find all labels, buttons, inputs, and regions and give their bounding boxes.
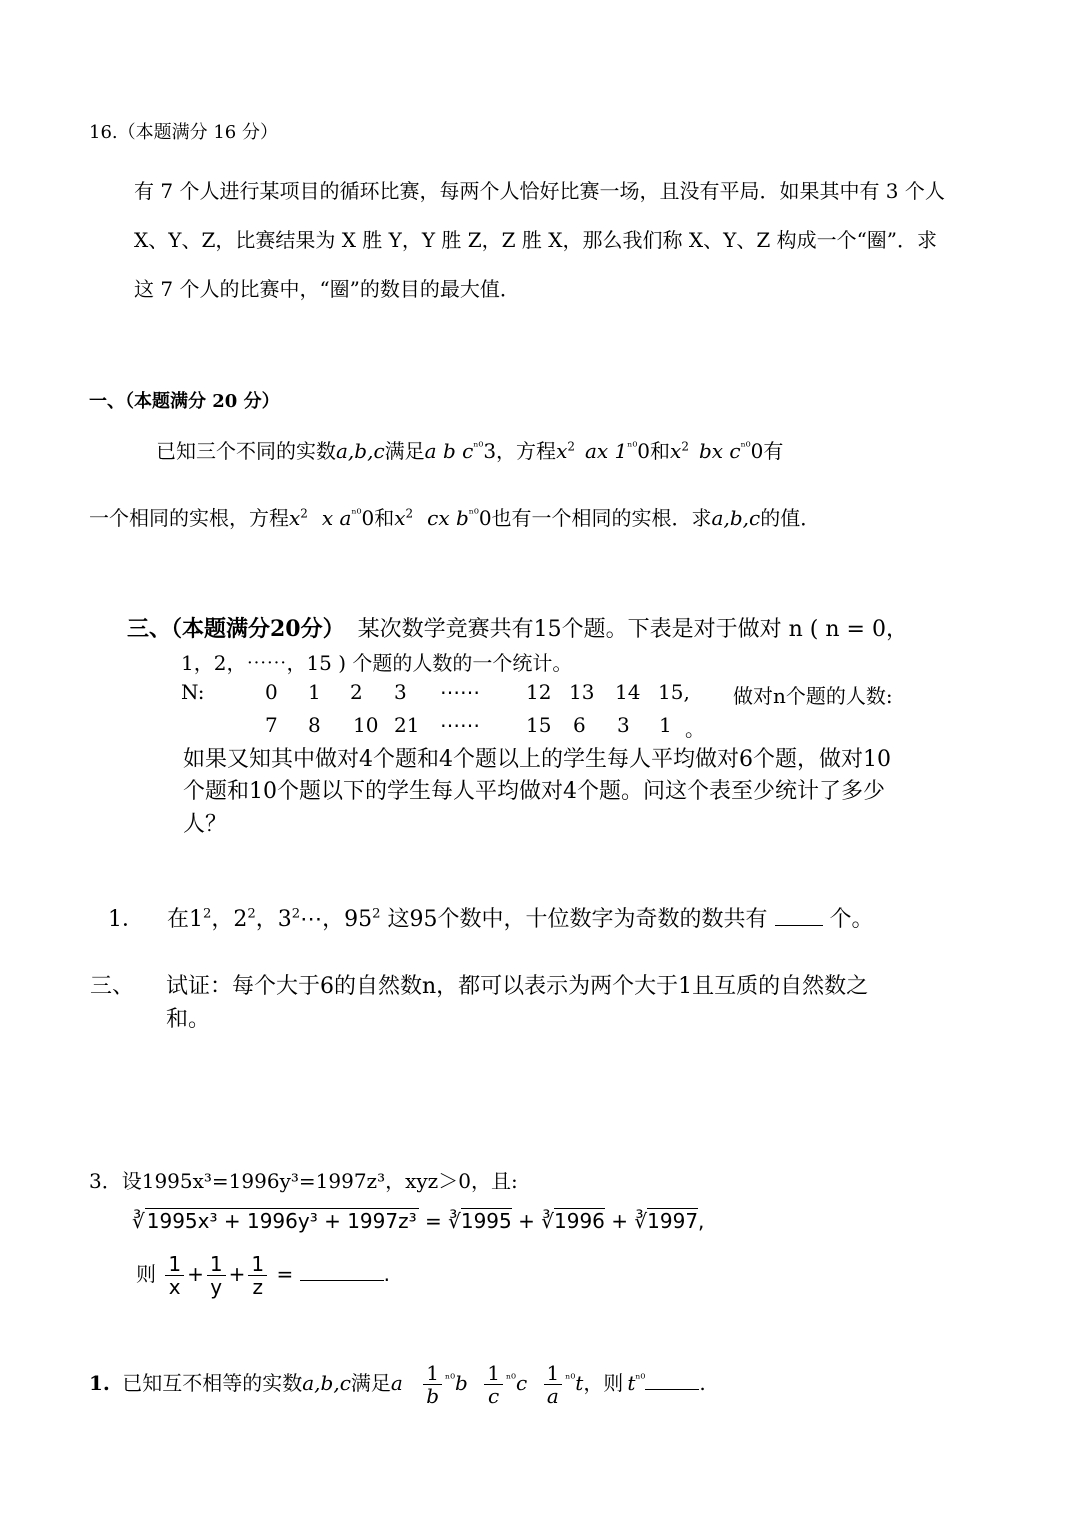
answer-blank[interactable] xyxy=(645,1389,699,1390)
table-cell: 15 xyxy=(526,713,552,737)
problem-16-line-1: 有 7 个人进行某项目的循环比赛，每两个人恰好比赛一场，且没有平局．如果其中有 3 个人 xyxy=(134,179,945,203)
stats-row-n xyxy=(181,680,981,710)
problem-san-line-1: 三、（本题满分20分） 某次数学竞赛共有15个题。下表是对于做对 n ( n = 0， xyxy=(127,616,908,642)
fraction-1-z: $\frac{1}{z}$ xyxy=(248,1253,267,1298)
problem-san-line-5: 人？ xyxy=(183,812,228,837)
radicand: 1995x³ + 1996y³ + 1997z³ xyxy=(146,1209,417,1233)
table-cell: 3 xyxy=(394,680,407,704)
fraction-1-b: $\frac{1}{b}$ xyxy=(423,1362,442,1407)
table-cell: 21 xyxy=(394,713,420,737)
cube-root-question-line-1: 3．设1995x³=1996y³=1997z³，xyz＞0，且: xyxy=(89,1169,518,1193)
problem-yi-heading: 一、（本题满分 20 分） xyxy=(89,391,280,412)
reciprocal-sum: 则 $\frac{1}{x}$ + $\frac{1}{y}$ + $\frac{1}{z}$ = . xyxy=(136,1252,390,1299)
answer-blank[interactable] xyxy=(775,925,823,926)
row-tail-label: 做对n个题的人数: xyxy=(733,684,893,708)
problem-yi-line-2: 一个相同的实根，方程$x^2$ x $a^{^{n0}}0$和$x^2$ cx $b^{^{n0}}0$也有一个相同的实根．求a,b,c的值． xyxy=(89,506,821,530)
table-cell: ⋯⋯ xyxy=(440,713,480,737)
table-cell: ⋯⋯ xyxy=(440,680,480,704)
var-abc: a,b,c xyxy=(336,439,385,463)
answer-blank[interactable] xyxy=(300,1280,384,1281)
question-number: 1． xyxy=(108,907,144,932)
stats-row-count xyxy=(181,713,981,743)
table-cell: 6 xyxy=(573,713,586,737)
proof-line-2: 和。 xyxy=(166,1007,211,1032)
table-cell: 8 xyxy=(308,713,321,737)
problem-16-line-2: X、Y、Z，比赛结果为 X 胜 Y，Y 胜 Z，Z 胜 X，那么我们称 X、Y、Z 构成一个“圈”．求 xyxy=(134,228,938,252)
fraction-1-a: $\frac{1}{a}$ xyxy=(544,1362,563,1407)
question-squares: 1． 在$1^2$，$2^2$，$3^2\cdots$，$95^2$ 这95个数中，十位数字为奇数的数共有 个。 xyxy=(108,906,874,932)
table-cell: 13 xyxy=(569,680,595,704)
table-cell: 3 xyxy=(617,713,630,737)
problem-16-heading: 16.（本题满分 16 分） xyxy=(89,122,278,143)
problem-san-line-3: 如果又知其中做对4个题和4个题以上的学生每人平均做对6个题，做对10 xyxy=(183,747,891,772)
table-cell: 1 xyxy=(308,680,321,704)
problem-san-line-4: 个题和10个题以下的学生每人平均做对4个题。问这个表至少统计了多少 xyxy=(183,779,885,804)
table-cell: 12 xyxy=(526,680,552,704)
problem-san-line-2: 1，2，⋯⋯，15 ) 个题的人数的一个统计。 xyxy=(181,651,573,675)
table-cell: 7 xyxy=(265,713,278,737)
table-cell: 0 xyxy=(265,680,278,704)
fraction-1-x: $\frac{1}{x}$ xyxy=(165,1253,184,1298)
cube-root-equation: ∛ 1995x³ + 1996y³ + 1997z³ = ∛1995 + ∛1996 + ∛1997, xyxy=(132,1209,705,1233)
row-label: N: xyxy=(181,680,205,704)
table-cell: 15, xyxy=(658,680,690,704)
proof-number: 三、 xyxy=(90,974,135,999)
proof-line-1: 试证：每个大于6的自然数n，都可以表示为两个大于1且互质的自然数之 xyxy=(166,974,869,999)
table-cell: 14 xyxy=(615,680,641,704)
table-cell: 2 xyxy=(350,680,363,704)
table-cell: 。 xyxy=(685,717,705,741)
problem-san-heading: 三、（本题满分20分） xyxy=(127,616,345,642)
fraction-1-y: $\frac{1}{y}$ xyxy=(207,1253,226,1298)
question-number: 1. xyxy=(89,1371,110,1395)
problem-16-line-3: 这 7 个人的比赛中，“圈”的数目的最大值． xyxy=(134,277,520,301)
fraction-1-c: $\frac{1}{c}$ xyxy=(484,1362,503,1407)
problem-yi-line-1: 已知三个不同的实数a,b,c满足a b $c^{^{n0}}3$，方程$x^2$ ax $1^{^{n0}}0$和$x^2$ bx $c^{^{n0}}0$有 xyxy=(156,439,784,463)
table-cell: 10 xyxy=(353,713,379,737)
reciprocal-chain-question: 1. 已知互不相等的实数a,b,c满足a $\frac{1}{b}$ $^{^{n0}}$b $\frac{1}{c}$ $^{^{n0}}$c $\frac{1}{a}$ $^{^{n0}}$t，则 $t^{^{n0}}$ . xyxy=(89,1361,706,1408)
table-cell: 1 xyxy=(659,713,672,737)
